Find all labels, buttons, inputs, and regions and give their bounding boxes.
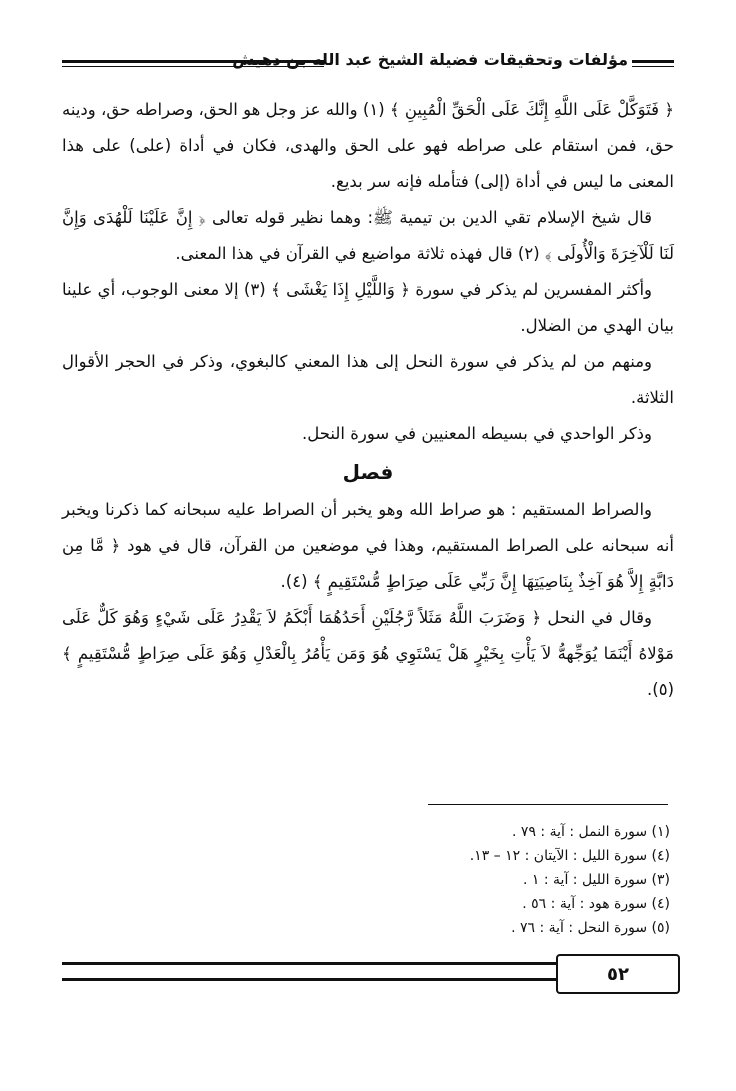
footnote: (١) سورة النمل : آية : ٧٩ . <box>512 824 670 840</box>
footnote: (٤) سورة هود : آية : ٥٦ . <box>522 896 670 912</box>
footnotes <box>350 820 670 940</box>
footnote-separator <box>428 804 668 805</box>
running-header-title: مؤلفات وتحقيقات فضيلة الشيخ عبد الله بن دهيش <box>232 50 628 69</box>
header-rule-right-thin <box>632 66 674 67</box>
footer-rule-bottom <box>62 978 556 981</box>
footnote: (٤) سورة الليل : الآيتان : ١٢ – ١٣. <box>469 848 670 864</box>
footer-rule-top <box>62 962 556 965</box>
paragraph: وقال في النحل ﴿ وَضَرَبَ اللَّهُ مَثَلاً رَّجُلَيْنِ أَحَدُهُمَا أَبْكَمُ لاَ يَقْدِرُ عَلَى شَيْءٍ وَهُوَ كَلٌّ عَلَى مَوْلاهُ أَيْنَمَا يُوَجِّههُّ لاَ يَأْتِ بِخَيْرٍ هَلْ يَسْتَوِي هُوَ وَمَن يَأْمُرُ بِالْعَدْلِ وَهُوَ عَلَى صِرَاطٍ مُّسْتَقِيمٍ ﴾ (٥). <box>62 608 674 699</box>
paragraph: والصراط المستقيم : هو صراط الله وهو يخبر أن الصراط عليه سبحانه كما ذكرنا ويخبر أنه سبحانه على الصراط المستقيم، وهذا في موضعين من القرآن، قال في هود ﴿ مَّا مِن دَابَّةٍ إِلاَّ هُوَ آخِذٌ بِنَاصِيَتِهَا إِنَّ رَبِّي عَلَى صِرَاطٍ مُّسْتَقِيمٍ ﴾ (٤). <box>62 500 674 591</box>
main-text <box>62 92 674 708</box>
paragraph: وأكثر المفسرين لم يذكر في سورة ﴿ وَاللَّيْلِ إِذَا يَغْشَى ﴾ (٣) إلا معنى الوجوب، أي علينا بيان الهدي من الضلال. <box>62 280 674 335</box>
paragraph: قال شيخ الإسلام تقي الدين بن تيمية ﷺ: وهما نظير قوله تعالى ﴿ إِنَّ عَلَيْنَا لَلْهُدَى وَإِنَّ لَنَا لَلْآخِرَةَ وَالْأُولَى ﴾ (٢) قال فهذه ثلاثة مواضيع في القرآن في هذا المعنى. <box>62 208 674 263</box>
footnote: (٣) سورة الليل : آية : ١ . <box>522 872 670 888</box>
footnote: (٥) سورة النحل : آية : ٧٦ . <box>511 920 670 936</box>
paragraph: ﴿ فَتَوَكَّلْ عَلَى اللَّهِ إِنَّكَ عَلَى الْحَقِّ الْمُبِينِ ﴾ (١) والله عز وجل هو الحق، وصراطه حق، ودينه حق، فمن استقام على صراطه فهو على الحق والهدى، فكان في أداة (على) على هذا المعنى ما ليس في أداة (إلى) فتأمله فإنه سر بديع. <box>62 100 674 191</box>
header-rule-right <box>632 60 674 63</box>
section-heading: فصل <box>342 460 394 484</box>
page-number: ٥٢ <box>556 954 680 994</box>
paragraph: ومنهم من لم يذكر في سورة النحل إلى هذا المعني كالبغوي، وذكر في الحجر الأقوال الثلاثة. <box>62 352 674 407</box>
paragraph: وذكر الواحدي في بسيطه المعنيين في سورة النحل. <box>302 424 652 443</box>
